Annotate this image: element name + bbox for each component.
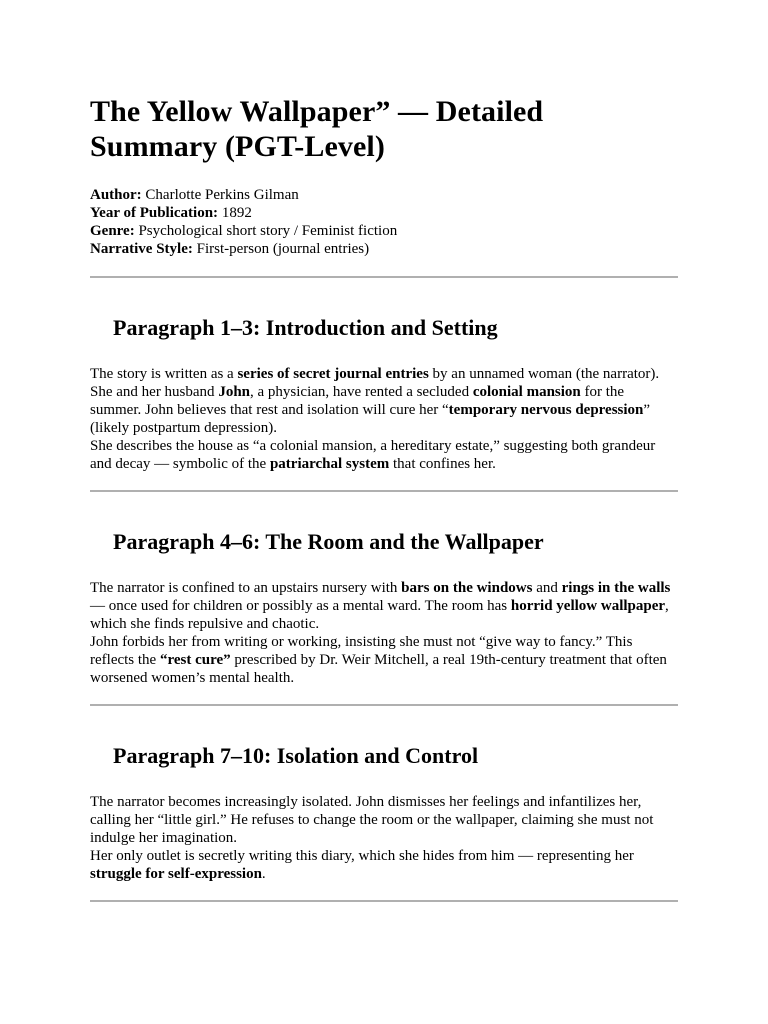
text-run: that confines her. [389,456,496,472]
section-heading: Paragraph 7–10: Isolation and Control [113,743,479,768]
section-divider [90,276,678,278]
document-title: The Yellow Wallpaper” — Detailed Summary (PGT-Level) [90,95,544,163]
text-run: by an unnamed woman (the narrator). She and her husband [90,366,660,400]
section-heading: Paragraph 4–6: The Room and the Wallpaper [113,529,544,554]
bold-run: series of secret journal entries [237,366,429,382]
text-run: The narrator is confined to an upstairs nursery with [90,580,402,596]
bold-run: struggle for self-expression [90,866,262,882]
text-run: , which she finds repulsive and chaotic. [90,598,669,632]
text-run: and [532,580,562,596]
paragraph [90,437,678,473]
meta-author [90,186,678,204]
meta-year [90,204,678,222]
text-run: Her only outlet is secretly writing this diary, which she hides from him — representing her [90,848,634,864]
text-run: She describes the house as “a colonial mansion, a hereditary estate,” suggesting both grandeur and decay — symbolic of the [90,438,656,472]
section-divider [90,704,678,706]
text-run: , a physician, have rented a secluded [250,384,473,400]
text-run: ” (likely postpartum depression). [90,402,651,436]
meta-label: Year of Publication: [90,205,219,221]
paragraph [90,793,678,847]
paragraph [90,365,678,437]
bold-run: horrid yellow wallpaper [510,598,666,614]
bold-run: rings in the walls [561,580,671,596]
paragraph [90,633,678,687]
meta-value: Charlotte Perkins Gilman [145,187,299,203]
section-body [90,365,678,473]
text-run: The narrator becomes increasingly isolated. John dismisses her feelings and infantilizes her, calling her “little girl.” He refuses to change the room or the wallpaper, claiming she must not indulge her imagination. [90,794,654,846]
paragraph [90,847,678,883]
text-run: . [261,866,266,882]
text-run: The story is written as a [90,366,238,382]
bold-run: colonial mansion [472,384,581,400]
text-run: prescribed by Dr. Weir Mitchell, a real 19th-century treatment that often worsened women’s mental health. [90,652,667,686]
meta-label: Narrative Style: [90,241,193,257]
bold-run: patriarchal system [269,456,390,472]
text-run: John forbids her from writing or working, insisting she must not “give way to fancy.” This reflects the [90,634,633,668]
section-heading: Paragraph 1–3: Introduction and Setting [113,315,498,340]
meta-narrative-style [90,240,678,258]
meta-label: Genre: [90,223,135,239]
meta-value: 1892 [221,205,252,221]
bold-run: John [218,384,250,400]
section-divider [90,900,678,902]
meta-value: First-person (journal entries) [196,241,370,257]
text-run: — once used for children or possibly as a mental ward. The room has [90,598,511,614]
text-run: for the summer. John believes that rest and isolation will cure her “ [90,384,625,418]
meta-label: Author: [90,187,142,203]
metadata-block [90,186,678,258]
section-body [90,579,678,687]
bold-run: temporary nervous depression [448,402,644,418]
bold-run: “rest cure” [159,652,231,668]
section-body [90,793,678,883]
bold-run: bars on the windows [401,580,533,596]
meta-genre [90,222,678,240]
meta-value: Psychological short story / Feminist fiction [138,223,398,239]
paragraph [90,579,678,633]
section-divider [90,490,678,492]
